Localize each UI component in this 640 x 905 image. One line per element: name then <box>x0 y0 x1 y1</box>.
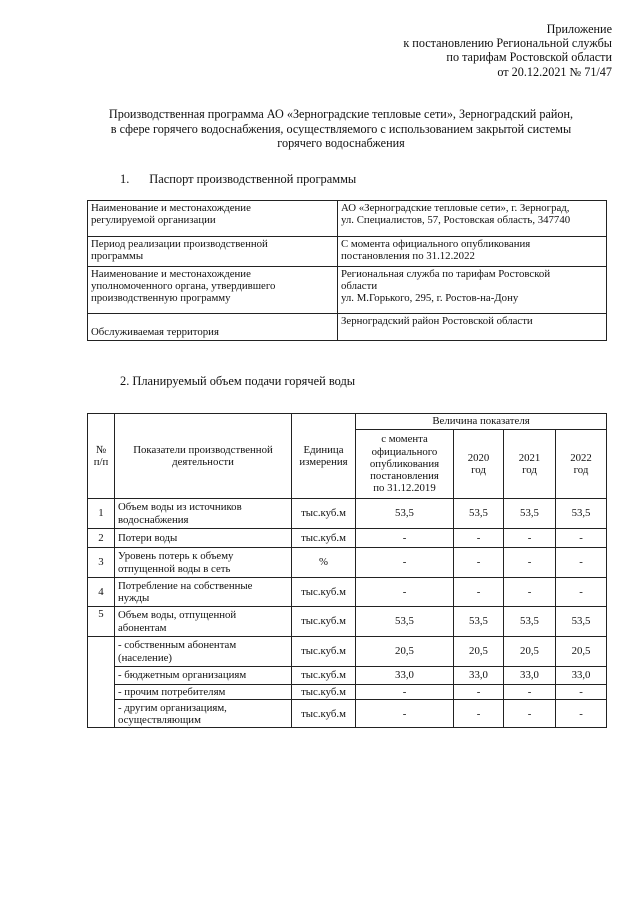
row-value-2021: - <box>504 685 556 700</box>
passport-value: АО «Зерноградские тепловые сети», г. Зерноград, ул. Специалистов, 57, Ростовская область, 347740 <box>338 201 607 237</box>
col-header-2022: 2022 год <box>556 430 607 499</box>
row-value-2021: - <box>504 548 556 578</box>
row-num: 3 <box>88 548 115 578</box>
col-header-num: № п/п <box>88 414 115 499</box>
row-value-2022: - <box>556 685 607 700</box>
row-indicator: Потери воды <box>115 529 292 548</box>
row-value-2021: - <box>504 578 556 607</box>
row-value-2020: 33,0 <box>454 667 504 685</box>
row-unit: тыс.куб.м <box>292 685 356 700</box>
table-header-row <box>88 414 607 430</box>
volume-table <box>87 413 607 728</box>
table-row <box>88 667 607 685</box>
row-value-2022: 20,5 <box>556 637 607 667</box>
row-value-base: 53,5 <box>356 499 454 529</box>
passport-value: С момента официального опубликования постановления по 31.12.2022 <box>338 237 607 267</box>
row-value-base: 20,5 <box>356 637 454 667</box>
passport-value: Региональная служба по тарифам Ростовской области ул. М.Горького, 295, г. Ростов-на-Дону <box>338 267 607 314</box>
table-row <box>88 685 607 700</box>
table-row <box>88 637 607 667</box>
row-indicator: - прочим потребителям <box>115 685 292 700</box>
title-line: горячего водоснабжения <box>277 136 405 151</box>
row-unit: % <box>292 548 356 578</box>
row-value-base: 33,0 <box>356 667 454 685</box>
table-row <box>88 499 607 529</box>
table-row <box>88 314 607 341</box>
row-value-2022: - <box>556 529 607 548</box>
passport-label: Наименование и местонахождение уполномоченного органа, утвердившего производственную программу <box>88 267 338 314</box>
passport-label: Наименование и местонахождение регулируемой организации <box>88 201 338 237</box>
section-2-heading <box>120 374 355 389</box>
row-unit: тыс.куб.м <box>292 637 356 667</box>
row-unit: тыс.куб.м <box>292 607 356 637</box>
table-row <box>88 529 607 548</box>
row-value-2020: - <box>454 578 504 607</box>
row-value-base: - <box>356 685 454 700</box>
row-value-2020: 20,5 <box>454 637 504 667</box>
row-value-2020: - <box>454 700 504 728</box>
row-num: 4 <box>88 578 115 607</box>
row-unit: тыс.куб.м <box>292 667 356 685</box>
row-value-base: - <box>356 548 454 578</box>
header-line: по тарифам Ростовской области <box>446 50 612 65</box>
row-value-2020: - <box>454 548 504 578</box>
row-value-2022: 53,5 <box>556 499 607 529</box>
row-num: 1 <box>88 499 115 529</box>
row-num: 2 <box>88 529 115 548</box>
row-value-2022: - <box>556 548 607 578</box>
row-unit: тыс.куб.м <box>292 529 356 548</box>
title-line: Производственная программа АО «Зерноградские тепловые сети», Зерноградский район, <box>108 107 574 121</box>
col-header-base: с момента официального опубликования постановления по 31.12.2019 <box>356 430 454 499</box>
row-value-2020: 53,5 <box>454 607 504 637</box>
row-indicator: Объем воды, отпущенной абонентам <box>115 607 292 637</box>
document-title <box>86 107 596 151</box>
row-value-2022: - <box>556 578 607 607</box>
header-line: к постановлению Региональной службы <box>403 36 612 51</box>
row-indicator: Потребление на собственные нужды <box>115 578 292 607</box>
title-line: в сфере горячего водоснабжения, осуществляемого с использованием закрытой системы <box>110 121 572 136</box>
header-line: от 20.12.2021 № 71/47 <box>497 64 612 79</box>
table-row <box>88 237 607 267</box>
row-value-2021: 53,5 <box>504 607 556 637</box>
row-value-2022: 53,5 <box>556 607 607 637</box>
passport-value: Зерноградский район Ростовской области <box>338 314 607 341</box>
row-indicator: Объем воды из источников водоснабжения <box>115 499 292 529</box>
col-header-2020: 2020 год <box>454 430 504 499</box>
document-header <box>282 22 612 79</box>
row-value-base: - <box>356 700 454 728</box>
row-value-2021: - <box>504 700 556 728</box>
passport-label: Период реализации производственной программы <box>88 237 338 267</box>
row-num: 5 <box>88 607 115 637</box>
row-value-2020: - <box>454 685 504 700</box>
row-value-2020: - <box>454 529 504 548</box>
row-value-2022: - <box>556 700 607 728</box>
section-title: 2. Планируемый объем подачи горячей воды <box>120 374 356 388</box>
row-indicator: - собственным абонентам (население) <box>115 637 292 667</box>
row-value-2021: 20,5 <box>504 637 556 667</box>
row-value-base: - <box>356 578 454 607</box>
row-value-2020: 53,5 <box>454 499 504 529</box>
header-line: Приложение <box>546 22 612 36</box>
section-number: 1. <box>120 172 130 186</box>
row-value-2022: 33,0 <box>556 667 607 685</box>
col-header-2021: 2021 год <box>504 430 556 499</box>
table-row <box>88 267 607 314</box>
row-unit: тыс.куб.м <box>292 700 356 728</box>
row-unit: тыс.куб.м <box>292 578 356 607</box>
row-value-2021: 33,0 <box>504 667 556 685</box>
section-1-heading <box>120 172 356 187</box>
row-unit: тыс.куб.м <box>292 499 356 529</box>
col-header-value-group: Величина показателя <box>356 414 607 430</box>
row-indicator: - бюджетным организациям <box>115 667 292 685</box>
table-row <box>88 700 607 728</box>
row-indicator: - другим организациям, осуществляющим <box>115 700 292 728</box>
col-header-indicator: Показатели производственной деятельности <box>115 414 292 499</box>
table-row <box>88 578 607 607</box>
col-header-unit: Единица измерения <box>292 414 356 499</box>
row-value-2021: 53,5 <box>504 499 556 529</box>
row-num <box>88 637 115 728</box>
row-value-base: 53,5 <box>356 607 454 637</box>
row-value-base: - <box>356 529 454 548</box>
table-row <box>88 548 607 578</box>
passport-table <box>87 200 607 341</box>
row-indicator: Уровень потерь к объему отпущенной воды в сеть <box>115 548 292 578</box>
table-row <box>88 201 607 237</box>
passport-label: Обслуживаемая территория <box>88 314 338 341</box>
section-title: Паспорт производственной программы <box>149 172 357 186</box>
row-value-2021: - <box>504 529 556 548</box>
table-row <box>88 607 607 637</box>
